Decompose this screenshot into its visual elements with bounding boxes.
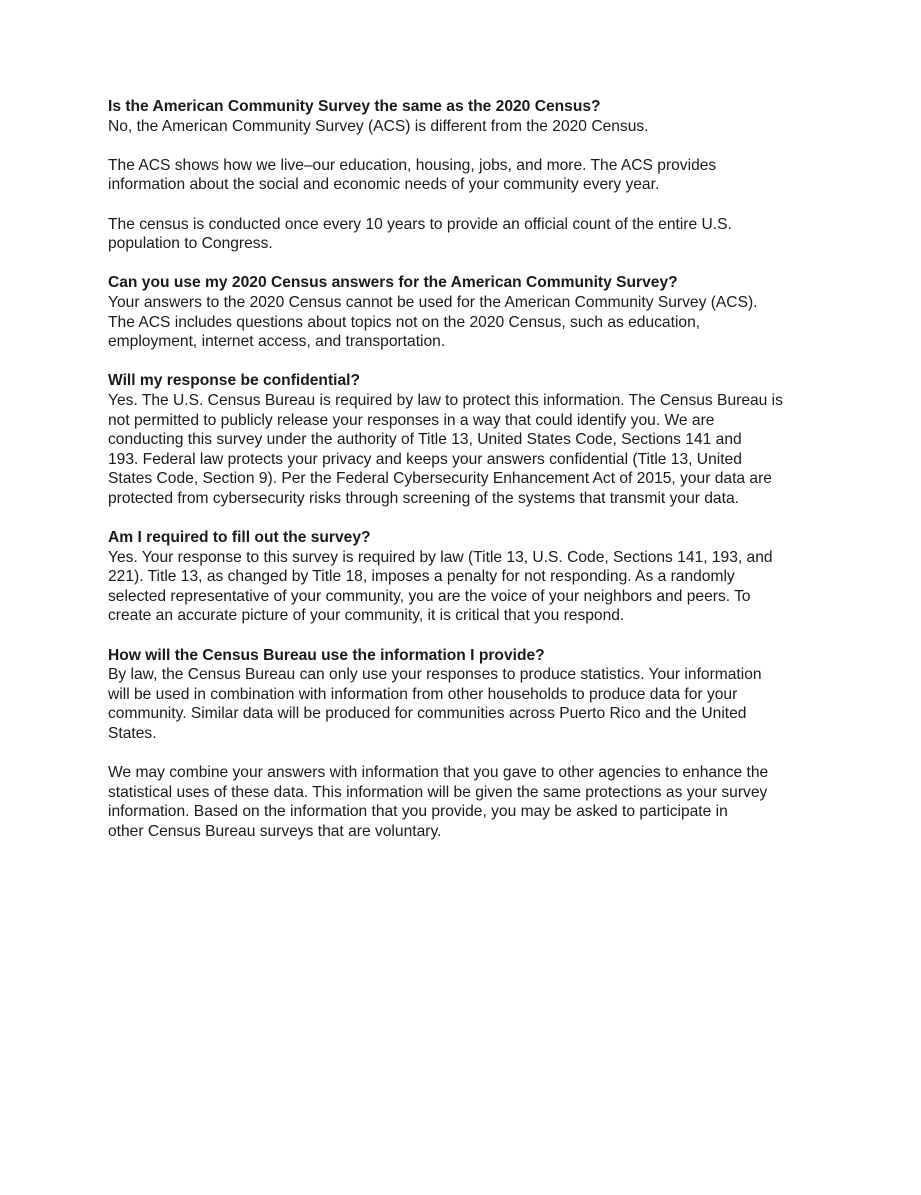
answer-line: States Code, Section 9). Per the Federal Cybersecurity Enhancement Act of 2015, your data are (108, 470, 772, 488)
faq-section (108, 97, 868, 136)
answer-line: information about the social and economic needs of your community every year. (108, 176, 660, 194)
answer-line: selected representative of your community, you are the voice of your neighbors and peers. To (108, 587, 751, 605)
faq-document (108, 97, 868, 861)
answer-line: The ACS shows how we live–our education, housing, jobs, and more. The ACS provides (108, 156, 717, 174)
faq-question: How will the Census Bureau use the information I provide? (108, 646, 545, 664)
answer-line: By law, the Census Bureau can only use your responses to produce statistics. Your information (108, 666, 762, 684)
answer-line: information. Based on the information that you provide, you may be asked to participate in (108, 803, 728, 821)
faq-question: Is the American Community Survey the same as the 2020 Census? (108, 98, 601, 115)
answer-line: employment, internet access, and transportation. (108, 333, 446, 351)
answer-line: create an accurate picture of your community, it is critical that you respond. (108, 607, 625, 625)
answer-line: conducting this survey under the authority of Title 13, United States Code, Sections 141 and (108, 431, 742, 449)
faq-question: Can you use my 2020 Census answers for the American Community Survey? (108, 274, 678, 292)
faq-section (108, 646, 868, 744)
faq-paragraph (108, 215, 868, 254)
answer-line: Yes. The U.S. Census Bureau is required by law to protect this information. The Census Bureau is (108, 391, 783, 409)
answer-line: 193. Federal law protects your privacy and keeps your answers confidential (Title 13, United (108, 450, 742, 468)
answer-line: will be used in combination with information from other households to produce data for your (108, 685, 738, 703)
answer-line: No, the American Community Survey (ACS) is different from the 2020 Census. (108, 117, 649, 135)
answer-line: population to Congress. (108, 235, 273, 253)
faq-question: Am I required to fill out the survey? (108, 529, 371, 547)
answer-line: States. (108, 725, 157, 742)
answer-line: statistical uses of these data. This information will be given the same protections as your survey (108, 783, 768, 801)
answer-line: The ACS includes questions about topics not on the 2020 Census, such as education, (108, 313, 701, 331)
faq-section (108, 371, 868, 508)
answer-line: not permitted to publicly release your responses in a way that could identify you. We are (108, 411, 715, 429)
answer-line: community. Similar data will be produced for communities across Puerto Rico and the United (108, 705, 747, 723)
answer-line: protected from cybersecurity risks through screening of the systems that transmit your data. (108, 489, 739, 507)
answer-line: 221). Title 13, as changed by Title 18, imposes a penalty for not responding. As a randomly (108, 568, 735, 586)
faq-paragraph (108, 156, 868, 195)
answer-line: other Census Bureau surveys that are voluntary. (108, 822, 442, 840)
answer-line: Your answers to the 2020 Census cannot be used for the American Community Survey (ACS). (108, 293, 758, 311)
answer-line: We may combine your answers with information that you gave to other agencies to enhance the (108, 764, 769, 782)
answer-line: The census is conducted once every 10 years to provide an official count of the entire U.S. (108, 215, 732, 233)
faq-section (108, 528, 868, 626)
faq-section (108, 273, 868, 351)
faq-question: Will my response be confidential? (108, 372, 361, 390)
answer-line: Yes. Your response to this survey is required by law (Title 13, U.S. Code, Sections 141, 193, and (108, 548, 773, 566)
faq-paragraph (108, 763, 868, 841)
